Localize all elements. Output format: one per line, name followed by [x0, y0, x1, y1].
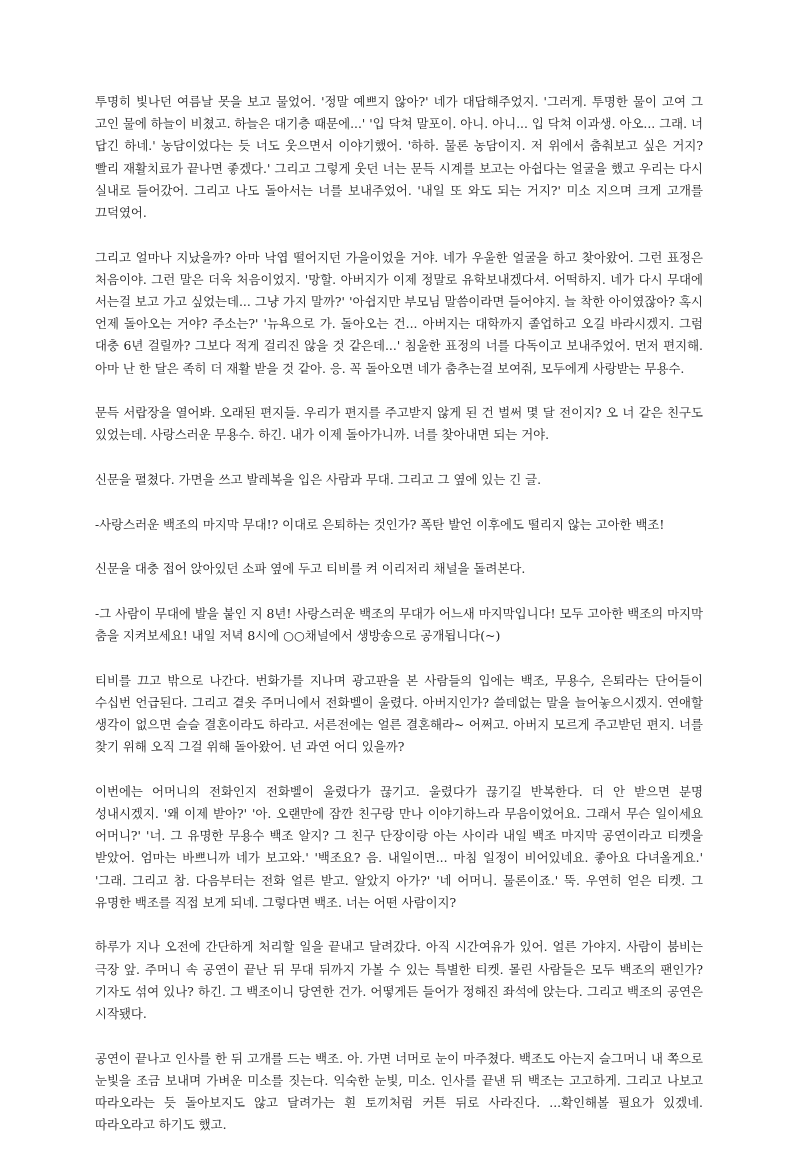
paragraph-7: -그 사람이 무대에 발을 붙인 지 8년! 사랑스러운 백조의 무대가 어느새 마지막입니다! 모두 고아한 백조의 마지막 춤을 지켜보세요! 내일 저녁 8시에 ○○채널에서 생방송으로 공개됩니다(~)	[95, 605, 703, 643]
paragraph-5: -사랑스러운 백조의 마지막 무대!? 이대로 은퇴하는 것인가? 폭탄 발언 이후에도 떨리지 않는 고아한 백조!	[95, 516, 665, 532]
paragraph-9: 이번에는 어머니의 전화인지 전화벨이 울렸다가 끊기고. 울렸다가 끊기길 반복한다. 더 안 받으면 분명 성내시겠지. '왜 이제 받아?' '아. 오랜만에 잠깐 친구랑 만나 이야기하느라 무음이었어요. 그래서 무슨 일이세요 어머니?' '너. 그 유명한 무용수 백조 알지? 그 친구 단장이랑 아는 사이라 내일 백조 마지막 공연이라고 티켓을 받았어. 엄마는 바쁘니까 네가 보고와.' '백조요? 음. 내일이면... 마침 일정이 비어있네요. 좋아요 다녀올게요.' '그래. 그리고 참. 다음부터는 전화 얼른 받고. 알았지 아가?' '네 어머니. 물론이죠.' 뚝. 우연히 얻은 티켓. 그 유명한 백조를 직접 보게 되네. 그렇다면 백조. 너는 어떤 사람이지?	[95, 783, 703, 910]
document-body	[95, 91, 703, 1159]
paragraph-6: 신문을 대충 접어 앉아있던 소파 옆에 두고 티비를 켜 이리저리 채널을 돌려본다.	[95, 561, 526, 577]
paragraph-3: 문득 서랍장을 열어봐. 오래된 편지들. 우리가 편지를 주고받지 않게 된 건 벌써 몇 달 전이지? 오 너 같은 친구도 있었는데. 사랑스러운 무용수. 하긴. 내가 이제 돌아가니까. 너를 찾아내면 되는 거야.	[95, 405, 703, 443]
paragraph-4: 신문을 펼쳤다. 가면을 쓰고 발레복을 입은 사람과 무대. 그리고 그 옆에 있는 긴 글.	[95, 472, 542, 488]
paragraph-11: 공연이 끝나고 인사를 한 뒤 고개를 드는 백조. 아. 가면 너머로 눈이 마주쳤다. 백조도 아는지 슬그머니 내 쪽으로 눈빛을 조금 보내며 가벼운 미소를 짓는다. 익숙한 눈빛, 미소. 인사를 끝낸 뒤 백조는 고고하게. 그리고 나보고 따라오라는 듯 돌아보지도 않고 달려가는 흰 토끼처럼 커튼 뒤로 사라진다. ...확인해볼 필요가 있겠네. 따라오라고 하기도 했고.	[95, 1050, 703, 1133]
paragraph-8: 티비를 끄고 밖으로 나간다. 번화가를 지나며 광고판을 본 사람들의 입에는 백조, 무용수, 은퇴라는 단어들이 수십번 언급된다. 그리고 곁옷 주머니에서 전화벨이 울렸다. 아버지인가? 쓸데없는 말을 늘어놓으시겠지. 연애할 생각이 없으면 슬슬 결혼이라도 하라고. 서른전에는 얼른 결혼해라~ 어쩌고. 아버지 모르게 주고받던 편지. 너를 찾기 위해 오직 그걸 위해 돌아왔어. 넌 과연 어디 있을까?	[95, 672, 703, 755]
paragraph-1: 투명히 빛나던 여름날 못을 보고 물었어. '정말 예쁘지 않아?' 네가 대답해주었지. '그러게. 투명한 물이 고여 그 고인 물에 하늘이 비쳤고. 하늘은 대기층 때문에...' '입 닥쳐 말포이. 아니. 아니... 입 닥쳐 이과생. 아오... 그래. 너 답긴 하네.' 농담이었다는 듯 너도 웃으면서 이야기했어. '하하. 물론 농담이지. 저 위에서 춤춰보고 싶은 거지? 빨리 재활치료가 끝나면 좋겠다.' 그리고 그렇게 웃던 너는 문득 시계를 보고는 아쉽다는 얼굴을 했고 우리는 다시 실내로 들어갔어. 그리고 나도 돌아서는 너를 보내주었어. '내일 또 와도 되는 거지?' 미소 지으며 크게 고개를 끄덕였어.	[95, 94, 703, 221]
paragraph-2: 그리고 얼마나 지났을까? 아마 낙엽 떨어지던 가을이었을 거야. 네가 우울한 얼굴을 하고 찾아왔어. 그런 표정은 처음이야. 그런 말은 더욱 처음이었지. '망할. 아버지가 이제 정말로 유학보내겠다셔. 어떡하지. 네가 다시 무대에 서는걸 보고 가고 싶었는데... 그냥 가지 말까?' '아쉽지만 부모님 말씀이라면 들어야지. 늘 착한 아이였잖아? 혹시 언제 돌아오는 거야? 주소는?' '뉴욕으로 가. 돌아오는 건... 아버지는 대학까지 졸업하고 오길 바라시겠지. 그럼 대충 6년 걸릴까? 그보다 적게 걸리진 않을 것 같은데...' 침울한 표정의 너를 다독이고 보내주었어. 먼저 편지해. 아마 난 한 달은 족히 더 재활 받을 것 같아. 응. 꼭 돌아오면 네가 춤추는걸 보여줘, 모두에게 사랑받는 무용수.	[95, 249, 703, 376]
paragraph-10: 하루가 지나 오전에 간단하게 처리할 일을 끝내고 달려갔다. 아직 시간여유가 있어. 얼른 가야지. 사람이 붐비는 극장 앞. 주머니 속 공연이 끝난 뒤 무대 뒤까지 가볼 수 있는 특별한 티켓. 몰린 사람들은 모두 백조의 팬인가? 기자도 섞여 있나? 하긴. 그 백조이니 당연한 건가. 어떻게든 들어가 정해진 좌석에 앉는다. 그리고 백조의 공연은 시작됐다.	[95, 939, 703, 1022]
